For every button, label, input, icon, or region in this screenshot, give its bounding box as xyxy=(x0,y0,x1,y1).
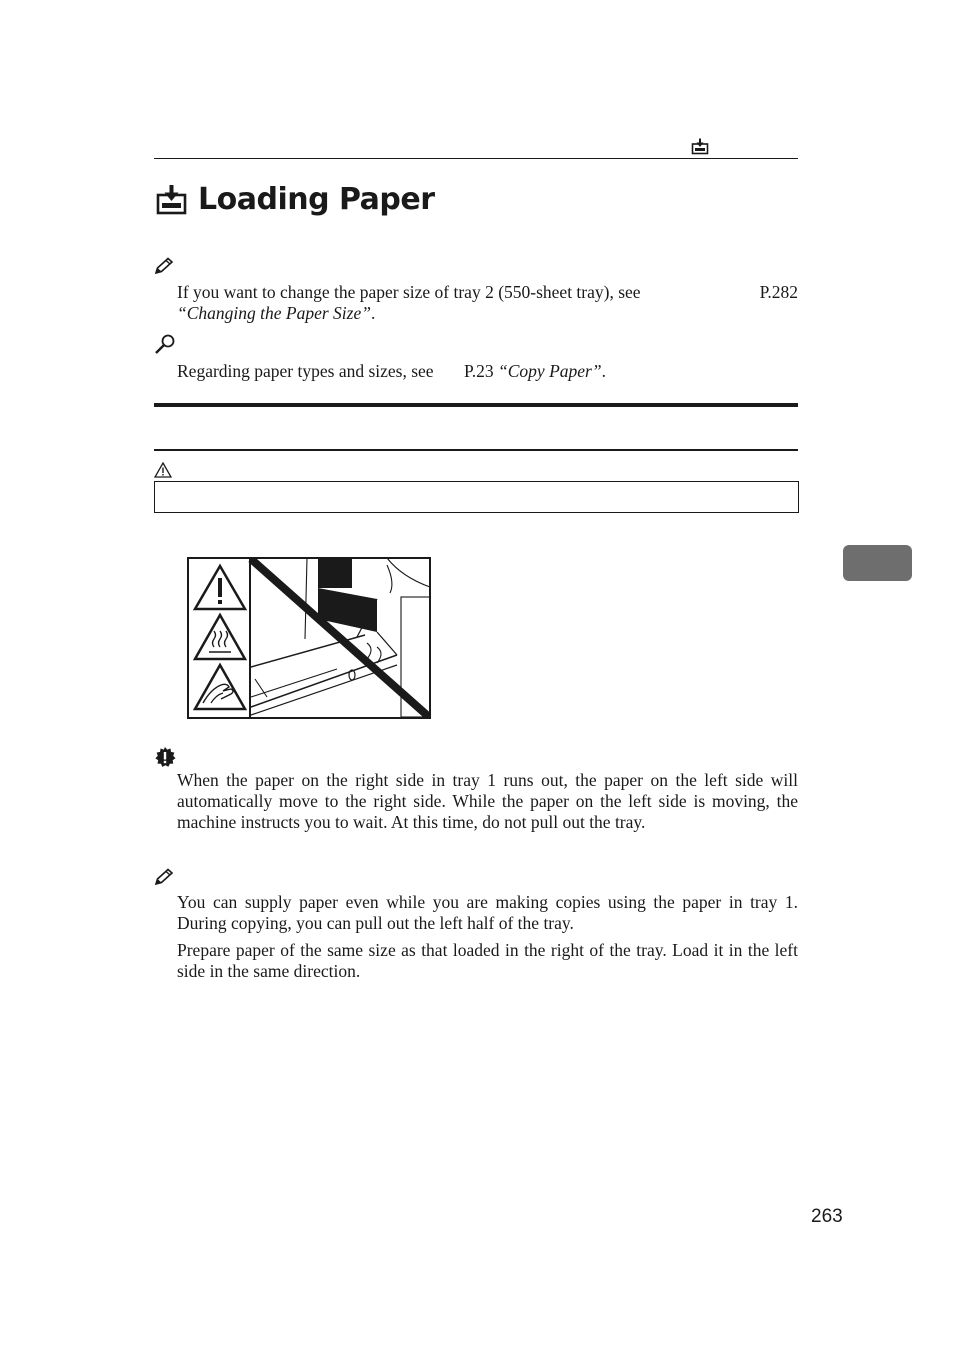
page-title-text: Loading Paper xyxy=(198,182,435,217)
note-paragraph: If you want to change the paper size of tray 2 (550-sheet tray), see P.282 “Changing the Paper Size”. xyxy=(177,282,798,323)
pencil-icon xyxy=(154,868,174,886)
important-paragraph: When the paper on the right side in tray 1 runs out, the paper on the left side will automatically move to the right side. While the paper on the left side is moving, the machine instructs you to wait. At this time, do not pull out the tray. xyxy=(177,770,798,832)
important-icon xyxy=(154,746,176,768)
reference-title[interactable]: “Copy Paper” xyxy=(498,361,602,381)
subsection-rule xyxy=(154,449,798,451)
page-number: 263 xyxy=(811,1206,843,1227)
chapter-thumb-tab xyxy=(843,545,912,581)
note-paragraph: Prepare paper of the same size as that loaded in the right of the tray. Load it in the left side in the same direction. xyxy=(177,940,798,981)
page-reference[interactable]: P.23 xyxy=(463,361,494,381)
title-paper-tray-icon xyxy=(156,184,188,216)
header-rule xyxy=(154,158,798,159)
note-paragraph: You can supply paper even while you are making copies using the paper in tray 1. During copying, you can pull out the left half of the tray. xyxy=(177,892,798,933)
header-paper-tray-icon xyxy=(691,138,709,155)
page-reference[interactable]: P.282 xyxy=(759,282,798,302)
page-title xyxy=(198,182,435,217)
caution-box xyxy=(154,481,799,513)
caution-illustration xyxy=(187,557,431,719)
pencil-icon xyxy=(154,257,174,275)
magnifier-icon xyxy=(154,334,176,354)
warning-triangle-icon xyxy=(154,462,172,478)
reference-title[interactable]: “Changing the Paper Size” xyxy=(177,303,371,323)
reference-paragraph: Regarding paper types and sizes, see P.23 “Copy Paper”. xyxy=(177,361,606,381)
section-rule-thick xyxy=(154,403,798,407)
